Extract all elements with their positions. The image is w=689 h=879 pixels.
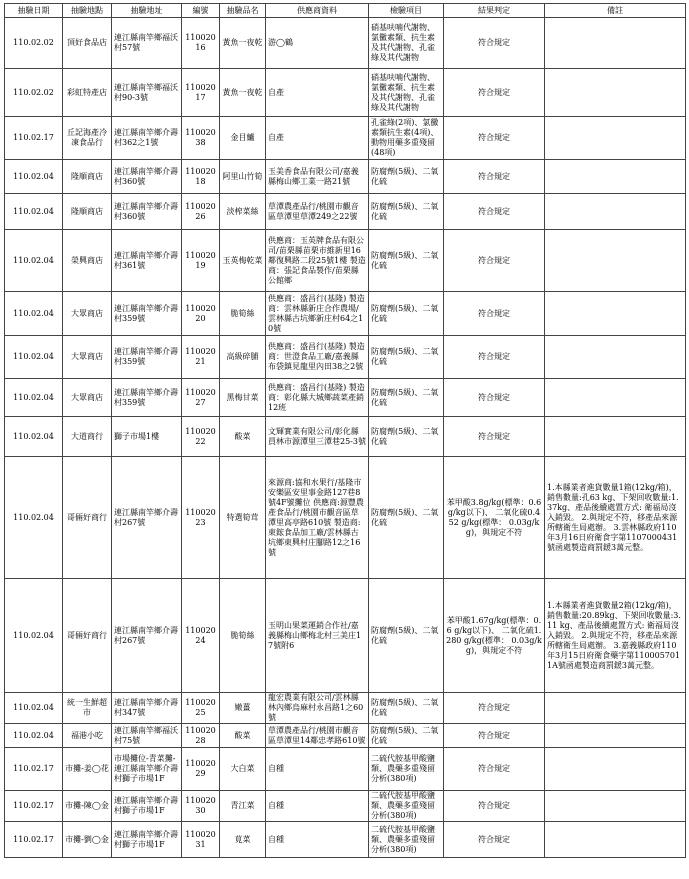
cell-result: 符合規定 — [444, 724, 545, 748]
cell-supplier: 自種 — [266, 822, 369, 858]
cell-place: 大道商行 — [63, 417, 112, 457]
cell-date: 110.02.04 — [5, 292, 63, 336]
cell-note — [545, 292, 686, 336]
cell-result: 符合規定 — [444, 693, 545, 724]
cell-supplier: 供應商：盛昌行(基隆) 製造商：彰化縣大城鄉蔬菜產銷12班 — [266, 379, 369, 417]
cell-test: 防腐劑(5級)、二氧化硫 — [369, 160, 444, 194]
cell-note — [545, 724, 686, 748]
cell-place: 市攤-姜◯花 — [63, 748, 112, 791]
cell-product: 淡榨菜絲 — [220, 194, 266, 230]
cell-supplier: 自產 — [266, 69, 369, 117]
cell-note — [545, 194, 686, 230]
cell-address: 市場攤位-青菜攤-連江縣南竿鄉介壽村獅子市場1F — [112, 748, 182, 791]
cell-result: 符合規定 — [444, 748, 545, 791]
cell-product: 酸菜 — [220, 417, 266, 457]
cell-test: 防腐劑(5級)、二氧化硫 — [369, 457, 444, 579]
cell-place: 大眾商店 — [63, 292, 112, 336]
cell-note — [545, 336, 686, 379]
cell-address: 連江縣南竿鄉介壽村267號 — [112, 579, 182, 693]
cell-address: 連江縣南竿鄉介壽村獅子市場1F — [112, 822, 182, 858]
cell-product: 脆筍絲 — [220, 292, 266, 336]
cell-product: 嫩薑 — [220, 693, 266, 724]
header-place: 抽驗地點 — [63, 4, 112, 18]
cell-date: 110.02.17 — [5, 748, 63, 791]
cell-note: 1.本縣業者進貨數量2箱(12kg/箱)，銷售數量:20.89kg、下架回收數量:3.11 kg、產品後續處置方式: 衛福局沒入銷毀。 2.與規定不符，移產品來源所轄衛生局處辦。 3.嘉義縣政府110年3月15日府衛食藥字第1100057011A號函處製造商罰鍰3萬元整。 — [545, 579, 686, 693]
cell-product: 阿里山竹筍 — [220, 160, 266, 194]
cell-address: 連江縣南竿鄉福沃村75號 — [112, 724, 182, 748]
cell-id: 11002018 — [182, 160, 220, 194]
cell-supplier: 自種 — [266, 748, 369, 791]
cell-place: 市攤-陳◯金 — [63, 791, 112, 822]
cell-note — [545, 693, 686, 724]
cell-address: 連江縣南竿鄉介壽村359號 — [112, 292, 182, 336]
cell-id: 11002030 — [182, 791, 220, 822]
cell-address: 獅子市場1樓 — [112, 417, 182, 457]
table-row — [5, 194, 686, 230]
cell-test: 防腐劑(5級)、二氧化硫 — [369, 336, 444, 379]
cell-note — [545, 822, 686, 858]
cell-note — [545, 417, 686, 457]
cell-address: 連江縣南竿鄉介壽村359號 — [112, 379, 182, 417]
cell-note: 1.本縣業者進貨數量1箱(12kg/箱)，銷售數量:孔63 kg、下架回收數量:1.37kg、產品後續處置方式: 衛福局沒入銷毀。 2.與規定不符，移產品來源所轄衛生局處辦。 3.雲林縣政府110年3月16日府衛食字第1107000431號函處製造商罰鍰3萬元整。 — [545, 457, 686, 579]
cell-place: 彩虹特產店 — [63, 69, 112, 117]
cell-note — [545, 379, 686, 417]
cell-test: 防腐劑(5級)、二氧化硫 — [369, 292, 444, 336]
cell-test: 硝基呋喃代謝物、氯黴素類、抗生素及其代謝物、孔雀綠及其代謝物 — [369, 18, 444, 69]
cell-result: 符合規定 — [444, 292, 545, 336]
cell-product: 玉英梅乾菜 — [220, 230, 266, 292]
cell-date: 110.02.04 — [5, 724, 63, 748]
inspection-results-table — [4, 3, 686, 858]
cell-result: 苯甲酸1.67g/kg(標準：0.6 g/kg以下)、 二氧化硫1.280 g/kg(標準： 0.03g/kg)，與規定不符 — [444, 579, 545, 693]
table-row — [5, 18, 686, 69]
cell-address: 連江縣南竿鄉介壽村362之1號 — [112, 117, 182, 160]
cell-supplier: 龍宏農業有限公司/雲林縣林內鄉烏麻村永昌路1之60號 — [266, 693, 369, 724]
cell-result: 符合規定 — [444, 160, 545, 194]
cell-test: 防腐劑(5級)、二氧化硫 — [369, 194, 444, 230]
cell-address: 連江縣南竿鄉介壽村347號 — [112, 693, 182, 724]
cell-product: 脆筍絲 — [220, 579, 266, 693]
cell-result: 符合規定 — [444, 417, 545, 457]
cell-product: 大白菜 — [220, 748, 266, 791]
cell-id: 11002023 — [182, 457, 220, 579]
cell-date: 110.02.02 — [5, 69, 63, 117]
table-row — [5, 457, 686, 579]
cell-place: 哥倆好商行 — [63, 579, 112, 693]
cell-test: 防腐劑(5級)、二氧化硫 — [369, 379, 444, 417]
cell-id: 11002028 — [182, 724, 220, 748]
cell-place: 統一生鮮超市 — [63, 693, 112, 724]
cell-id: 11002029 — [182, 748, 220, 791]
cell-product: 黑梅甘菜 — [220, 379, 266, 417]
cell-test: 防腐劑(5級)、二氧化硫 — [369, 724, 444, 748]
cell-product: 高級碎脯 — [220, 336, 266, 379]
cell-result: 符合規定 — [444, 791, 545, 822]
table-row — [5, 822, 686, 858]
cell-date: 110.02.17 — [5, 791, 63, 822]
cell-date: 110.02.02 — [5, 18, 63, 69]
header-id: 編號 — [182, 4, 220, 18]
cell-date: 110.02.04 — [5, 194, 63, 230]
cell-supplier: 自種 — [266, 791, 369, 822]
cell-address: 連江縣南竿鄉介壽村359號 — [112, 336, 182, 379]
cell-test: 二硫代胺基甲酸鹽類、農藥多重殘留分析(380項) — [369, 822, 444, 858]
cell-test: 二硫代胺基甲酸鹽類、農藥多重殘留分析(380項) — [369, 791, 444, 822]
cell-supplier: 游◯鶴 — [266, 18, 369, 69]
header-row — [5, 4, 686, 18]
cell-date: 110.02.04 — [5, 457, 63, 579]
cell-date: 110.02.17 — [5, 117, 63, 160]
cell-supplier: 玉美香食品有限公司/嘉義縣梅山鄉工業一路21號 — [266, 160, 369, 194]
cell-id: 11002026 — [182, 194, 220, 230]
table-row — [5, 693, 686, 724]
cell-result: 符合規定 — [444, 18, 545, 69]
table-row — [5, 579, 686, 693]
cell-supplier: 玉明山果菜運銷合作社/嘉義縣梅山鄉梅北村三美庄17號附6 — [266, 579, 369, 693]
cell-note — [545, 160, 686, 194]
cell-product: 青江菜 — [220, 791, 266, 822]
cell-date: 110.02.04 — [5, 160, 63, 194]
cell-id: 11002017 — [182, 69, 220, 117]
cell-address: 連江縣南竿鄉介壽村267號 — [112, 457, 182, 579]
table-row — [5, 724, 686, 748]
cell-note — [545, 748, 686, 791]
table-row — [5, 292, 686, 336]
cell-address: 連江縣南竿鄉介壽村361號 — [112, 230, 182, 292]
cell-result: 符合規定 — [444, 379, 545, 417]
cell-id: 11002027 — [182, 379, 220, 417]
cell-supplier: 來源商:協和水果行/基隆市安樂區安里事金路127巷8號4F號攤位 供應商:源豐農產食品行/桃園市觀音區草潭里高亭路610號 製造商:東鋐食品加工廠/雲林縣古坑鄉東興村庄腳路12之16號 — [266, 457, 369, 579]
cell-address: 連江縣南竿鄉介壽村360號 — [112, 160, 182, 194]
cell-note — [545, 230, 686, 292]
cell-place: 大眾商店 — [63, 379, 112, 417]
cell-supplier: 供應商：玉英牌食品有限公司/苗栗縣苗栗市維新里16鄰復興路二段25號1樓 製造商：張記食品製作/苗栗縣公館鄉 — [266, 230, 369, 292]
cell-product: 莧菜 — [220, 822, 266, 858]
header-supplier: 供應商資料 — [266, 4, 369, 18]
header-test: 檢驗項目 — [369, 4, 444, 18]
cell-result: 符合規定 — [444, 194, 545, 230]
cell-product: 黃魚一夜乾 — [220, 18, 266, 69]
cell-address: 連江縣南竿鄉介壽村獅子市場1F — [112, 791, 182, 822]
cell-id: 11002031 — [182, 822, 220, 858]
cell-supplier: 文輝實業有限公司/彰化縣員林市源潭里三潭巷25-3號 — [266, 417, 369, 457]
cell-id: 11002019 — [182, 230, 220, 292]
cell-test: 孔雀綠(2項)、氯黴素類抗生素(4項)、動物用藥多重殘留(48項) — [369, 117, 444, 160]
cell-place: 丘記海產冷凍食品行 — [63, 117, 112, 160]
cell-place: 隆順商店 — [63, 160, 112, 194]
cell-address: 連江縣南竿鄉介壽村360號 — [112, 194, 182, 230]
cell-test: 防腐劑(5級)、二氧化硫 — [369, 417, 444, 457]
cell-test: 防腐劑(5級)、二氧化硫 — [369, 579, 444, 693]
cell-note — [545, 69, 686, 117]
cell-test: 防腐劑(5級)、二氧化硫 — [369, 693, 444, 724]
cell-test: 硝基呋喃代謝物、氯黴素類、抗生素及其代謝物、孔雀綠及其代謝物 — [369, 69, 444, 117]
table-row — [5, 791, 686, 822]
cell-test: 防腐劑(5級)、二氧化硫 — [369, 230, 444, 292]
cell-product: 金目鱸 — [220, 117, 266, 160]
cell-id: 11002016 — [182, 18, 220, 69]
cell-result: 符合規定 — [444, 230, 545, 292]
cell-supplier: 供應商：盛昌行(基隆) 製造商：世澄食品工廠/嘉義縣布袋鎮見龍里內田38之2號 — [266, 336, 369, 379]
cell-date: 110.02.17 — [5, 822, 63, 858]
header-note: 備註 — [545, 4, 686, 18]
cell-place: 隆順商店 — [63, 194, 112, 230]
cell-product: 酸菜 — [220, 724, 266, 748]
cell-product: 黃魚一夜乾 — [220, 69, 266, 117]
cell-test: 二硫代胺基甲酸鹽類、農藥多重殘留分析(380項) — [369, 748, 444, 791]
table-row — [5, 379, 686, 417]
cell-supplier: 供應商：盛昌行(基隆) 製造商：雲林縣新庄合作農場/雲林縣古坑鄉新庄村64之10號 — [266, 292, 369, 336]
table-row — [5, 160, 686, 194]
cell-result: 符合規定 — [444, 69, 545, 117]
cell-id: 11002021 — [182, 336, 220, 379]
cell-note — [545, 18, 686, 69]
cell-supplier: 草潭農產品行/桃園市觀音區草潭里14鄰忠孝路610號 — [266, 724, 369, 748]
cell-note — [545, 117, 686, 160]
cell-result: 苯甲酸3.8g/kg(標準：0.6 g/kg以下)、 二氧化硫0.452 g/kg(標準： 0.03g/kg)，與規定不符 — [444, 457, 545, 579]
table-row — [5, 417, 686, 457]
cell-date: 110.02.04 — [5, 230, 63, 292]
header-product: 抽驗品名 — [220, 4, 266, 18]
cell-product: 特選筍茸 — [220, 457, 266, 579]
cell-date: 110.02.04 — [5, 693, 63, 724]
cell-place: 大眾商店 — [63, 336, 112, 379]
table-row — [5, 336, 686, 379]
header-result: 結果判定 — [444, 4, 545, 18]
cell-supplier: 自產 — [266, 117, 369, 160]
cell-address: 連江縣南竿鄉福沃村90-3號 — [112, 69, 182, 117]
cell-place: 哥倆好商行 — [63, 457, 112, 579]
cell-place: 榮興商店 — [63, 230, 112, 292]
cell-id: 11002038 — [182, 117, 220, 160]
table-row — [5, 117, 686, 160]
cell-place: 頂好食品店 — [63, 18, 112, 69]
cell-date: 110.02.04 — [5, 417, 63, 457]
cell-id: 11002024 — [182, 579, 220, 693]
cell-address: 連江縣南竿鄉福沃村57號 — [112, 18, 182, 69]
cell-result: 符合規定 — [444, 336, 545, 379]
cell-note — [545, 791, 686, 822]
cell-id: 11002022 — [182, 417, 220, 457]
cell-supplier: 草潭農產品行/桃園市觀音區草潭里草潭249之22號 — [266, 194, 369, 230]
cell-result: 符合規定 — [444, 822, 545, 858]
cell-date: 110.02.04 — [5, 336, 63, 379]
cell-id: 11002025 — [182, 693, 220, 724]
cell-place: 福港小吃 — [63, 724, 112, 748]
header-address: 抽驗地址 — [112, 4, 182, 18]
cell-date: 110.02.04 — [5, 379, 63, 417]
cell-place: 市攤-劉◯金 — [63, 822, 112, 858]
table-row — [5, 69, 686, 117]
header-date: 抽驗日期 — [5, 4, 63, 18]
cell-id: 11002020 — [182, 292, 220, 336]
table-row — [5, 230, 686, 292]
cell-date: 110.02.04 — [5, 579, 63, 693]
table-row — [5, 748, 686, 791]
cell-result: 符合規定 — [444, 117, 545, 160]
